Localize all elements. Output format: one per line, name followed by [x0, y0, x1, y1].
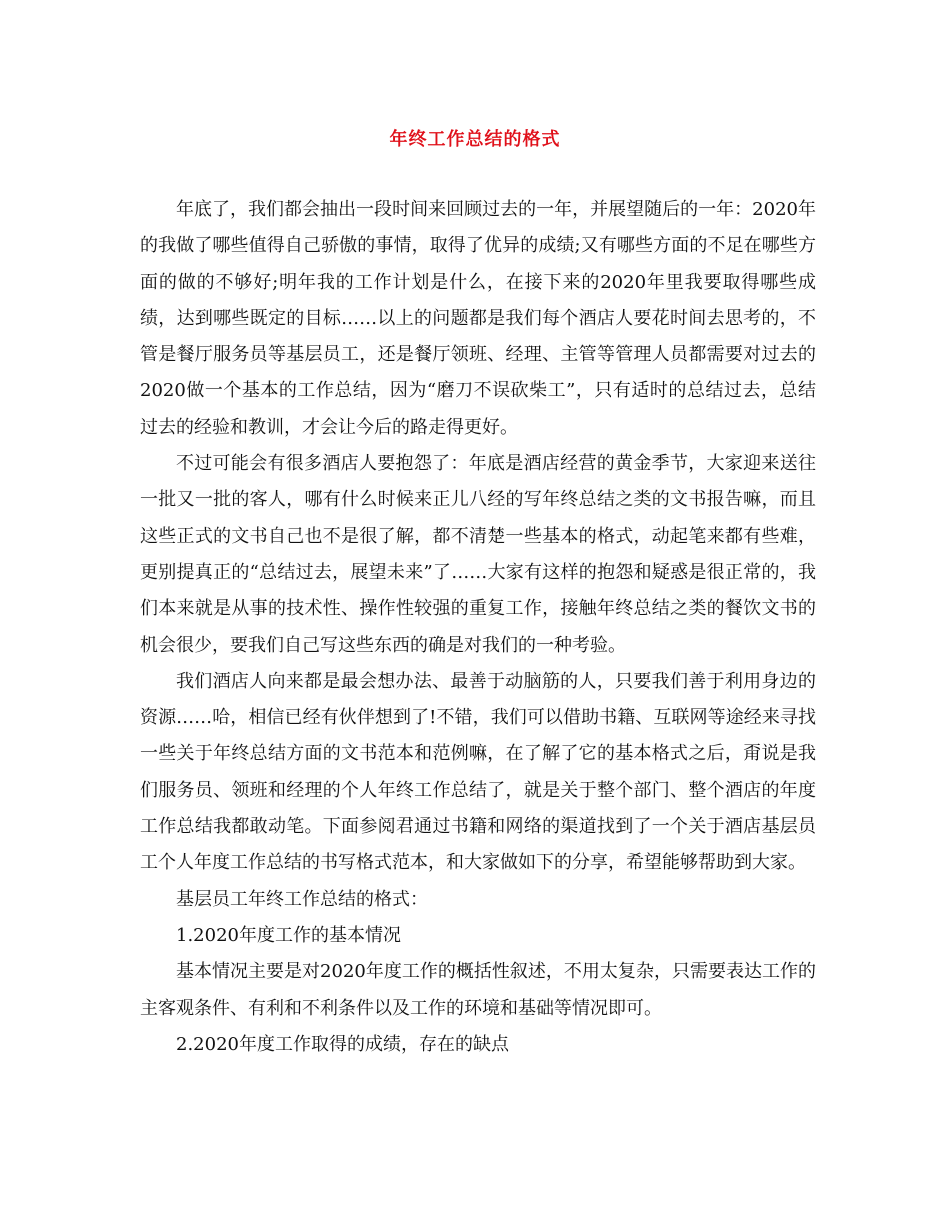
paragraph-complaint: 不过可能会有很多酒店人要抱怨了：年底是酒店经营的黄金季节，大家迎来送往一批又一批的客人，哪有什么时候来正儿八经的写年终总结之类的文书报告嘛，而且这些正式的文书自己也不是很了解，都不清楚一些基本的格式，动起笔来都有些难，更别提真正的“总结过去，展望未来”了……大家有这样的抱怨和疑惑是很正常的，我们本来就是从事的技术性、操作性较强的重复工作，接触年终总结之类的餐饮文书的机会很少，要我们自己写这些东西的确是对我们的一种考验。: [140, 453, 816, 656]
document-title: 年终工作总结的格式: [389, 129, 561, 150]
section-heading-1: 1.2020年度工作的基本情况: [176, 924, 401, 946]
paragraph-resources: 我们酒店人向来都是最会想办法、最善于动脑筋的人，只要我们善于利用身边的资源……哈，相信已经有伙伴想到了!不错，我们可以借助书籍、互联网等途经来寻找一些关于年终总结方面的文书范本和范例嘛，在了解了它的基本格式之后，甭说是我们服务员、领班和经理的个人年终工作总结了，就是关于整个部门、整个酒店的年度工作总结我都敢动笔。下面参阅君通过书籍和网络的渠道找到了一个关于酒店基层员工个人年度工作总结的书写格式范本，和大家做如下的分享，希望能够帮助到大家。: [140, 670, 816, 874]
document-body: [140, 192, 816, 1063]
paragraph-intro: 年底了，我们都会抽出一段时间来回顾过去的一年，并展望随后的一年：2020年的我做了哪些值得自己骄傲的事情，取得了优异的成绩;又有哪些方面的不足在哪些方面的做的不够好;明年我的工作计划是什么，在接下来的2020年里我要取得哪些成绩，达到哪些既定的目标……以上的问题都是我们每个酒店人要花时间去思考的，不管是餐厅服务员等基层员工，还是餐厅领班、经理、主管等管理人员都需要对过去的2020做一个基本的工作总结，因为“磨刀不误砍柴工”，只有适时的总结过去，总结过去的经验和教训，才会让今后的路走得更好。: [140, 199, 816, 438]
section-heading-2: 2.2020年度工作取得的成绩，存在的缺点: [176, 1033, 509, 1055]
paragraph-format-heading: 基层员工年终工作总结的格式：: [176, 888, 428, 910]
paragraph-basic-situation: 基本情况主要是对2020年度工作的概括性叙述，不用太复杂，只需要表达工作的主客观条件、有利和不利条件以及工作的环境和基础等情况即可。: [140, 961, 816, 1019]
